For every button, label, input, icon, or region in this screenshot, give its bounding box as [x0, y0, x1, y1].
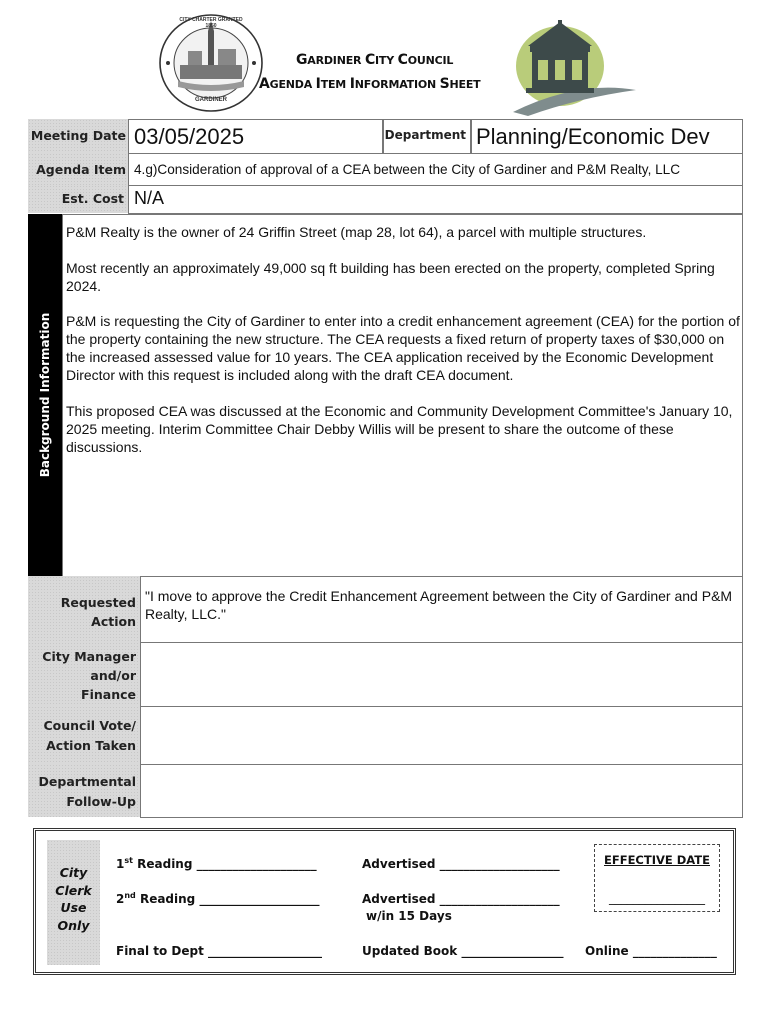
updated-book[interactable]: Updated Book _________________: [362, 944, 564, 958]
page-title: GARDINER CITY COUNCIL: [296, 52, 454, 68]
effective-date-label: EFFECTIVE DATE: [604, 853, 710, 867]
followup-field[interactable]: [140, 764, 743, 818]
council-vote-label: Council Vote/ Action Taken: [43, 718, 136, 753]
background-side-bar: [28, 214, 62, 576]
background-label: Background Information: [38, 312, 52, 478]
first-reading[interactable]: 1st Reading ____________________: [116, 856, 317, 871]
city-manager-label: City Manager and/or Finance: [42, 649, 136, 702]
clerk-label: City Clerk Use Only: [55, 865, 92, 933]
council-vote-field[interactable]: [140, 706, 743, 765]
department-value: Planning/Economic Dev: [476, 124, 710, 149]
est-cost-value: N/A: [134, 188, 165, 208]
background-paragraph-4: This proposed CEA was discussed at the Economic and Community Development Committee's January 10, 2025 meeting. Interim Committee Chair Debby Willis will be present to share the outcome of these discussions.: [66, 403, 733, 455]
meeting-date-value: 03/05/2025: [134, 124, 245, 149]
meeting-date-field[interactable]: [128, 119, 383, 154]
final-to-dept[interactable]: Final to Dept ___________________: [116, 944, 323, 958]
agenda-item-field[interactable]: [128, 153, 743, 186]
background-paragraph-1: P&M Realty is the owner of 24 Griffin Street (map 28, lot 64), a parcel with multiple structures.: [66, 224, 647, 240]
department-label: Department: [384, 128, 466, 142]
followup-label: Departmental Follow-Up: [38, 774, 136, 809]
est-cost-label: Est. Cost: [61, 191, 124, 206]
est-cost-field[interactable]: [128, 185, 743, 214]
meeting-date-label: Meeting Date: [30, 128, 126, 143]
city-seal: [158, 13, 264, 113]
effective-date-blank: ________________: [609, 891, 705, 905]
background-paragraph-2: Most recently an approximately 49,000 sq ft building has been erected on the property, completed Spring 2024.: [66, 260, 715, 294]
within-15-days: w/in 15 Days: [366, 909, 452, 923]
seal-text-bottom: GARDINER: [194, 97, 227, 103]
online[interactable]: Online ______________: [585, 944, 717, 958]
requested-action-field[interactable]: [140, 576, 743, 643]
background-paragraph-3: P&M is requesting the City of Gardiner to enter into a credit enhancement agreement (CEA) for the portion of the property containing the new structure. The CEA requests a fixed return of property taxes of $30,000 on the increased assessed value for 10 years. The CEA application received by the Economic Development Director with this request is included along with the draft CEA document.: [66, 313, 740, 383]
page-subtitle: AGENDA ITEM INFORMATION SHEET: [259, 76, 481, 92]
second-reading[interactable]: 2nd Reading ____________________: [116, 891, 320, 906]
advertised-2[interactable]: Advertised ____________________: [362, 892, 560, 906]
department-field[interactable]: [471, 119, 743, 154]
requested-action-label: Requested Action: [60, 595, 136, 629]
requested-action-value: "I move to approve the Credit Enhancement Agreement between the City of Gardiner and P&M Realty, LLC.": [145, 588, 733, 622]
gazebo-logo: [508, 20, 638, 116]
agenda-item-value: 4.g)Consideration of approval of a CEA between the City of Gardiner and P&M Realty, LLC: [134, 162, 681, 177]
seal-text-top: CITY CHARTER GRANTED 1850: [179, 17, 243, 29]
agenda-item-label: Agenda Item: [36, 162, 126, 177]
city-manager-field[interactable]: [140, 642, 743, 707]
department-label-cell: [383, 119, 471, 154]
advertised-1[interactable]: Advertised ____________________: [362, 857, 560, 871]
